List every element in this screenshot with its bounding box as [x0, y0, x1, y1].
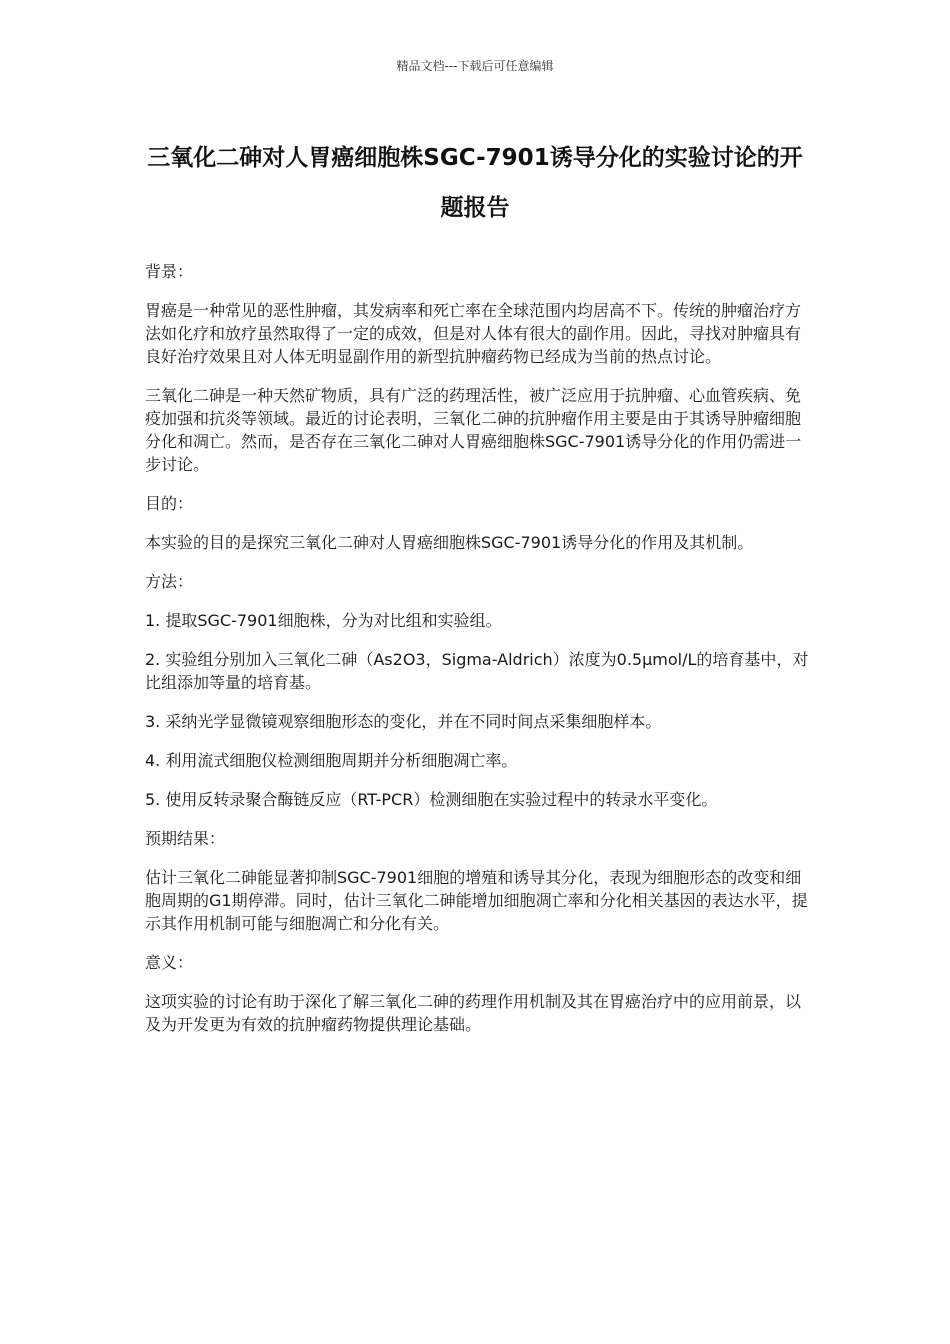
expected-results-paragraph: 估计三氧化二砷能显著抑制SGC-7901细胞的增殖和诱导其分化，表现为细胞形态的改变和细胞周期的G1期停滞。同时，估计三氧化二砷能增加细胞凋亡率和分化相关基因的表达水平，提示其作用机制可能与细胞凋亡和分化有关。 — [145, 868, 808, 933]
document-title: 三氧化二砷对人胃癌细胞株SGC-7901诱导分化的实验讨论的开题报告 — [147, 145, 803, 221]
method-item: 5. 使用反转录聚合酶链反应（RT-PCR）检测细胞在实验过程中的转录水平变化。 — [145, 790, 718, 809]
background-paragraph: 胃癌是一种常见的恶性肿瘤，其发病率和死亡率在全球范围内均居高不下。传统的肿瘤治疗方法如化疗和放疗虽然取得了一定的成效，但是对人体有很大的副作用。因此，寻找对肿瘤具有良好治疗效果且对人体无明显副作用的新型抗肿瘤药物已经成为当前的热点讨论。 — [145, 301, 802, 366]
section-label-background: 背景： — [145, 262, 194, 281]
background-paragraph: 三氧化二砷是一种天然矿物质，具有广泛的药理活性，被广泛应用于抗肿瘤、心血管疾病、免疫加强和抗炎等领域。最近的讨论表明，三氧化二砷的抗肿瘤作用主要是由于其诱导肿瘤细胞分化和凋亡。然而，是否存在三氧化二砷对人胃癌细胞株SGC-7901诱导分化的作用仍需进一步讨论。 — [145, 386, 802, 474]
section-label-objective: 目的： — [145, 494, 194, 513]
significance-paragraph: 这项实验的讨论有助于深化了解三氧化二砷的药理作用机制及其在胃癌治疗中的应用前景，以及为开发更为有效的抗肿瘤药物提供理论基础。 — [145, 992, 802, 1034]
section-label-expected-results: 预期结果： — [145, 829, 226, 848]
section-label-methods: 方法： — [145, 572, 194, 591]
document-body — [145, 260, 813, 1052]
method-item: 1. 提取SGC-7901细胞株，分为对比组和实验组。 — [145, 611, 502, 630]
method-item: 3. 采纳光学显微镜观察细胞形态的变化，并在不同时间点采集细胞样本。 — [145, 712, 662, 731]
method-item: 2. 实验组分别加入三氧化二砷（As2O3，Sigma-Aldrich）浓度为0.5μmol/L的培育基中，对比组添加等量的培育基。 — [145, 650, 809, 692]
page-header: 精品文档---下载后可任意编辑 — [396, 59, 554, 73]
method-item: 4. 利用流式细胞仪检测细胞周期并分析细胞凋亡率。 — [145, 751, 518, 770]
objective-paragraph: 本实验的目的是探究三氧化二砷对人胃癌细胞株SGC-7901诱导分化的作用及其机制。 — [145, 533, 754, 552]
section-label-significance: 意义： — [145, 953, 194, 972]
